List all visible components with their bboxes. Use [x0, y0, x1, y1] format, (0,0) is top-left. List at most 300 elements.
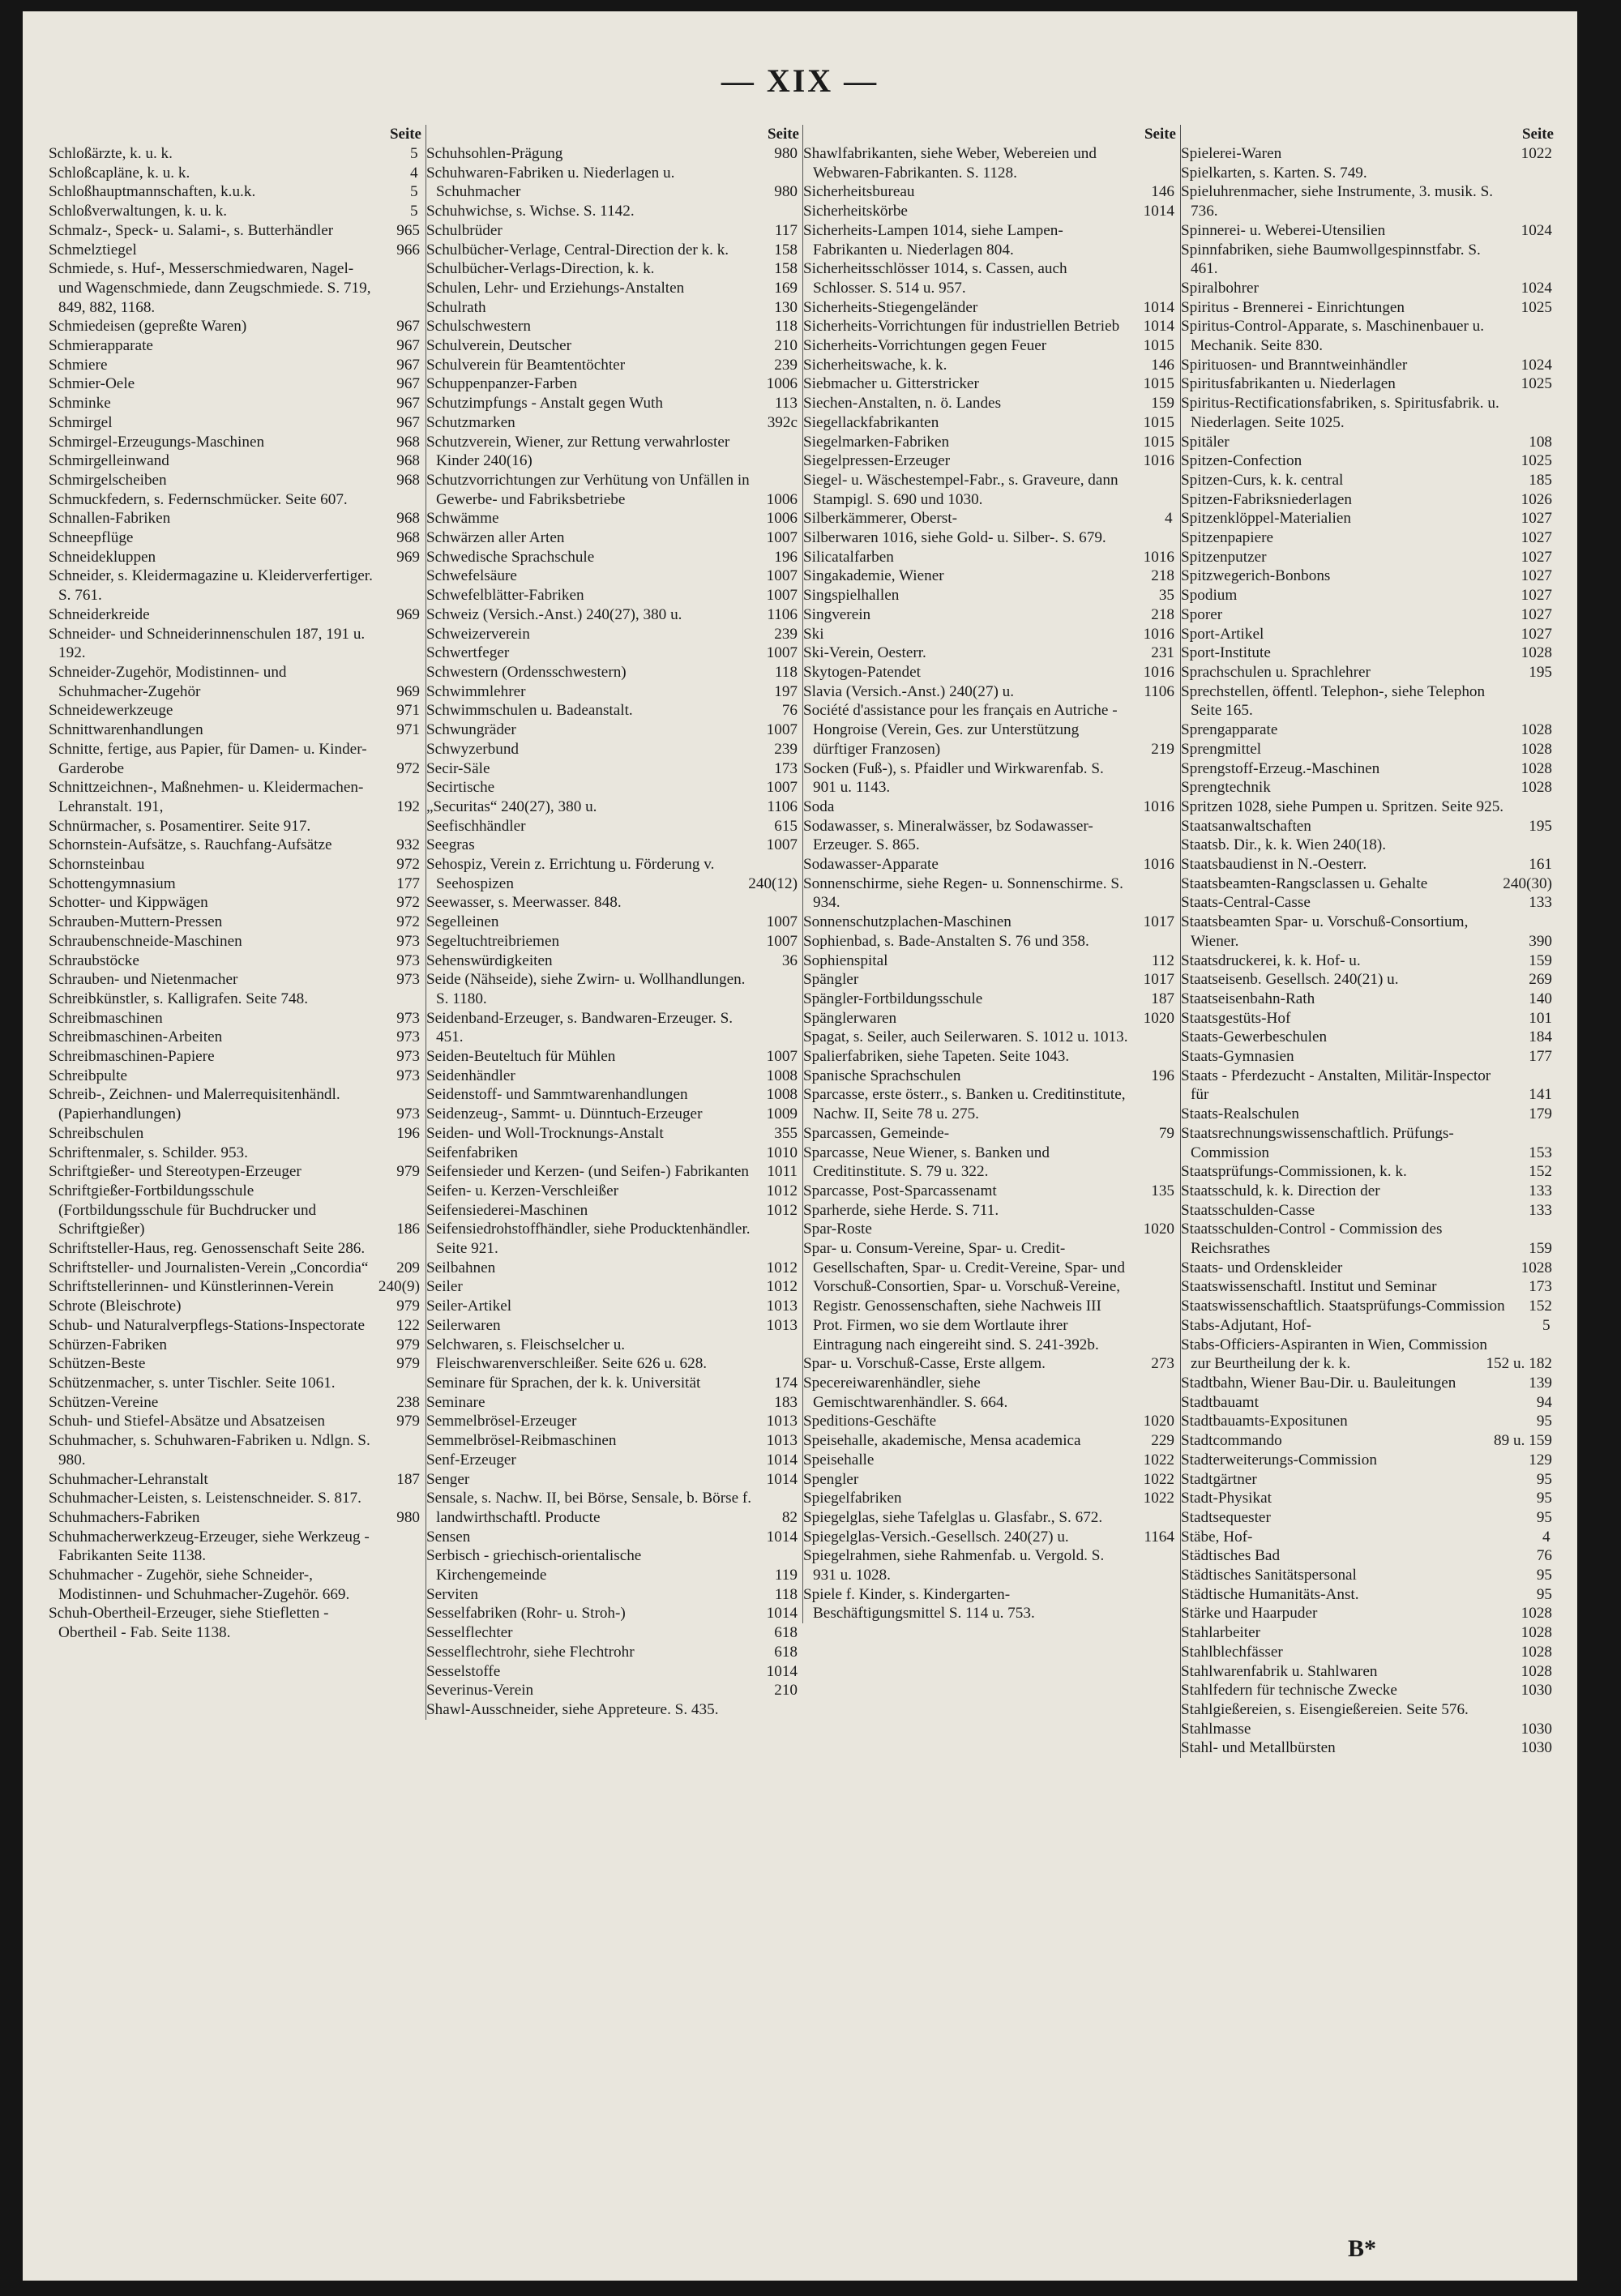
entry-term: Seidenband-Erzeuger, s. Bandwaren-Erzeuger. S. 451.	[426, 1009, 734, 1046]
index-entry	[49, 490, 421, 510]
entry-term: Spielkarten, s. Karten. S. 749.	[1181, 164, 1367, 182]
entry-page: 1007	[766, 779, 798, 797]
index-entry	[1181, 1124, 1554, 1162]
column-header: Seite	[1144, 126, 1176, 143]
entry-page: 1027	[1520, 510, 1552, 528]
index-entry	[1181, 509, 1554, 528]
index-entry	[803, 759, 1176, 797]
entry-page: 139	[1529, 1375, 1552, 1392]
entry-term: Sparcasse, Neue Wiener, s. Banken und Creditinstitute. S. 79 u. 322.	[803, 1144, 1050, 1181]
entry-page: 979	[396, 1298, 420, 1315]
entry-term: Silberwaren 1016, siehe Gold- u. Silber-. S. 679.	[803, 529, 1106, 547]
entry-term: Schmirgelscheiben	[49, 471, 167, 489]
index-entry	[1181, 990, 1554, 1009]
entry-page: 965	[396, 221, 420, 239]
entry-term: Schreibschulen	[49, 1124, 144, 1142]
entry-term: Schmelztiegel	[49, 241, 137, 259]
entry-page: 1030	[1520, 1720, 1552, 1738]
entry-page: 159	[1529, 1240, 1552, 1258]
entry-term: Spagat, s. Seiler, auch Seilerwaren. S. 1012 u. 1013.	[803, 1028, 1128, 1046]
entry-term: Specereiwarenhändler, siehe Gemischtwarenhändler. S. 664.	[803, 1375, 1008, 1411]
index-entry	[426, 548, 799, 567]
entry-page: 210	[774, 1682, 798, 1700]
entry-term: Schneepflüge	[49, 529, 134, 547]
entry-page: 618	[774, 1624, 798, 1642]
entry-page: 173	[1529, 1278, 1552, 1296]
entry-page: 159	[1529, 951, 1552, 969]
entry-page: 968	[396, 433, 420, 451]
entry-term: Sehenswürdigkeiten	[426, 951, 553, 969]
entry-term: Staatsb. Dir., k. k. Wien 240(18).	[1181, 836, 1387, 854]
entry-page: 1015	[1143, 337, 1174, 355]
index-entry	[1181, 1546, 1554, 1566]
entry-page: 1022	[1143, 1451, 1174, 1469]
index-entry	[426, 1489, 799, 1527]
entry-page: 1025	[1520, 375, 1552, 393]
index-entry	[1181, 1470, 1554, 1490]
entry-term: Stahlarbeiter	[1181, 1624, 1261, 1642]
entry-page: 1028	[1520, 1643, 1552, 1661]
entry-term: Schornsteinbau	[49, 856, 145, 874]
index-entry	[1181, 1047, 1554, 1067]
entry-term: Spiritus-Rectificationsfabriken, s. Spiritusfabrik. u. Niederlagen. Seite 1025.	[1181, 395, 1499, 431]
index-entry	[49, 317, 421, 336]
index-entry	[1181, 298, 1554, 318]
entry-page: 210	[774, 337, 798, 355]
index-entry	[1181, 1643, 1554, 1662]
entry-term: Senf-Erzeuger	[426, 1451, 516, 1469]
entry-term: Seewasser, s. Meerwasser. 848.	[426, 894, 622, 912]
entry-term: Schuppenpanzer-Farben	[426, 375, 578, 393]
entry-term: Staats-Central-Casse	[1181, 894, 1311, 912]
entry-term: Spiralbohrer	[1181, 279, 1259, 297]
entry-term: Skytogen-Patendet	[803, 663, 921, 681]
entry-term: Serbisch - griechisch-orientalische Kirchengemeinde	[426, 1547, 642, 1584]
index-entry	[1181, 451, 1554, 471]
entry-term: Spitzenklöppel-Materialien	[1181, 510, 1351, 528]
entry-page: 1014	[766, 1470, 798, 1488]
index-entry	[803, 1144, 1176, 1182]
index-entry	[49, 509, 421, 528]
entry-page: 239	[774, 740, 798, 758]
index-entry	[426, 241, 799, 260]
entry-page: 968	[396, 471, 420, 489]
index-entry	[1181, 1662, 1554, 1682]
index-entry	[1181, 1297, 1554, 1316]
index-entry	[1181, 720, 1554, 740]
entry-page: 95	[1536, 1585, 1552, 1603]
index-entry	[426, 1124, 799, 1144]
entry-term: Staatsdruckerei, k. k. Hof- u.	[1181, 951, 1361, 969]
entry-term: Spiegelglas, siehe Tafelglas u. Glasfabr., S. 672.	[803, 1508, 1103, 1526]
entry-page: 973	[396, 1067, 420, 1084]
entry-term: Schriftsteller-Haus, reg. Genossenschaft Seite 286.	[49, 1240, 366, 1258]
entry-term: Schraubenschneide-Maschinen	[49, 932, 242, 950]
index-entry	[426, 1585, 799, 1605]
entry-term: Sprengapparate	[1181, 721, 1278, 739]
index-entry	[49, 433, 421, 452]
entry-term: Schwedische Sprachschule	[426, 548, 595, 566]
entry-term: Spänglerwaren	[803, 1009, 897, 1027]
entry-page: 1015	[1143, 433, 1174, 451]
entry-term: Sicherheits-Stiegengeländer	[803, 298, 978, 316]
index-entry	[1181, 1738, 1554, 1758]
entry-term: Schwärzen aller Arten	[426, 529, 565, 547]
index-entry	[803, 144, 1176, 182]
entry-page: 239	[774, 625, 798, 643]
index-entry	[426, 356, 799, 375]
entry-page: 1009	[766, 1105, 798, 1123]
index-entry	[49, 990, 421, 1009]
entry-page: 192	[396, 797, 420, 815]
entry-term: Sicherheits-Vorrichtungen gegen Feuer	[803, 337, 1047, 355]
entry-term: Städtisches Bad	[1181, 1547, 1281, 1565]
index-entry	[803, 663, 1176, 682]
entry-term: Sporer	[1181, 605, 1223, 623]
entry-term: Siegellackfabrikanten	[803, 413, 939, 431]
index-entry	[1181, 1105, 1554, 1124]
entry-term: Siebmacher u. Gitterstricker	[803, 375, 979, 393]
entry-page: 967	[396, 395, 420, 413]
entry-page: 1024	[1520, 221, 1552, 239]
index-entry	[1181, 1623, 1554, 1643]
entry-page: 76	[781, 702, 798, 720]
entry-term: Schuh-Obertheil-Erzeuger, siehe Stiefletten - Obertheil - Fab. Seite 1138.	[49, 1605, 329, 1642]
index-entry	[1181, 1451, 1554, 1470]
entry-term: Stahlmasse	[1181, 1720, 1251, 1738]
index-entry	[803, 1489, 1176, 1508]
entry-page: 118	[774, 318, 798, 336]
index-entry	[1181, 221, 1554, 241]
index-entry	[1181, 1028, 1554, 1047]
entry-page: 1020	[1143, 1009, 1174, 1027]
entry-term: Seifen- u. Kerzen-Verschleißer	[426, 1182, 619, 1199]
entry-term: Schreib-, Zeichnen- und Malerrequisitenhändl. (Papierhandlungen)	[49, 1086, 340, 1123]
index-entry	[426, 433, 799, 471]
entry-page: 95	[1536, 1508, 1552, 1526]
index-entry	[1181, 1681, 1554, 1700]
entry-page: 971	[396, 721, 420, 739]
entry-term: Spiele f. Kinder, s. Kindergarten-Beschäftigungsmittel S. 114 u. 753.	[803, 1585, 1035, 1623]
index-entry	[426, 1623, 799, 1643]
entry-page: 1007	[766, 529, 798, 547]
index-entry	[803, 1182, 1176, 1201]
entry-term: Siegelpressen-Erzeuger	[803, 452, 951, 470]
entry-page: 618	[774, 1643, 798, 1661]
entry-page: 79	[1158, 1124, 1174, 1142]
index-entry	[49, 548, 421, 567]
entry-page: 1016	[1143, 625, 1174, 643]
entry-page: 240(9)	[378, 1278, 420, 1296]
entry-page: 196	[774, 548, 798, 566]
entry-page: 1025	[1520, 298, 1552, 316]
entry-term: Sesselfabriken (Rohr- u. Stroh-)	[426, 1605, 626, 1623]
entry-term: Schuhmacher - Zugehör, siehe Schneider-, Modistinnen- und Schuhmacher-Zugehör. 669.	[49, 1567, 350, 1603]
index-entry	[803, 817, 1176, 855]
index-entry	[426, 855, 799, 893]
entry-term: Schnallen-Fabriken	[49, 510, 171, 528]
index-entry	[426, 394, 799, 413]
index-entry	[426, 1662, 799, 1682]
entry-term: Semmelbrösel-Reibmaschinen	[426, 1432, 617, 1450]
entry-term: Schminke	[49, 395, 111, 413]
entry-page: 1007	[766, 836, 798, 854]
entry-page: 392c	[767, 413, 798, 431]
entry-term: Spitzwegerich-Bonbons	[1181, 567, 1331, 585]
entry-page: 968	[396, 510, 420, 528]
entry-page: 159	[1151, 395, 1174, 413]
index-entry	[1181, 855, 1554, 874]
index-entry	[803, 1028, 1176, 1047]
index-entry	[426, 298, 799, 318]
entry-term: Schriftgießer- und Stereotypen-Erzeuger	[49, 1163, 302, 1181]
entry-term: Schotter- und Kippwägen	[49, 894, 208, 912]
index-entry	[426, 1144, 799, 1163]
entry-term: Schnürmacher, s. Posamentirer. Seite 917.	[49, 817, 311, 835]
entry-term: Schweiz (Versich.-Anst.) 240(27), 380 u.	[426, 605, 682, 623]
entry-term: Staats - Pferdezucht - Anstalten, Militär-Inspector für	[1181, 1067, 1491, 1104]
entry-term: Schmirgelleinwand	[49, 452, 169, 470]
entry-term: Secir-Säle	[426, 759, 490, 777]
index-entry: Schloßcapläne, k. u. k. 4	[49, 164, 418, 182]
index-entry	[49, 874, 421, 894]
index-entry	[1181, 490, 1554, 510]
entry-page: 615	[774, 817, 798, 835]
index-entry	[1181, 605, 1554, 625]
entry-term: Schulrath	[426, 298, 486, 316]
entry-page: 197	[774, 682, 798, 700]
entry-page: 152	[1529, 1163, 1552, 1181]
index-entry	[803, 433, 1176, 452]
index-entry	[426, 1162, 799, 1182]
index-entry	[1181, 1604, 1554, 1623]
entry-page: 1007	[766, 1048, 798, 1066]
index-entry	[803, 605, 1176, 625]
index-entry	[49, 720, 421, 740]
entry-term: Seifensiederei-Maschinen	[426, 1201, 588, 1219]
entry-term: Schneidewerkzeuge	[49, 702, 173, 720]
entry-page: 1016	[1143, 856, 1174, 874]
index-entry	[803, 797, 1176, 817]
entry-term: Seiden-Beuteltuch für Mühlen	[426, 1048, 616, 1066]
entry-term: Spängler	[803, 971, 859, 989]
index-entry	[49, 221, 421, 241]
index-entry	[426, 1297, 799, 1316]
entry-term: Silicatalfarben	[803, 548, 894, 566]
index-entry	[1181, 1009, 1554, 1028]
entry-term: Schützen-Beste	[49, 1355, 146, 1373]
entry-page: 1016	[1143, 797, 1174, 815]
entry-page: 1007	[766, 721, 798, 739]
entry-term: Schreibmaschinen	[49, 1009, 163, 1027]
index-entry	[426, 836, 799, 855]
entry-term: Spiritus - Brennerei - Einrichtungen	[1181, 298, 1405, 316]
entry-page: 973	[396, 1009, 420, 1027]
index-entry	[803, 1528, 1176, 1547]
entry-page: 1028	[1520, 1605, 1552, 1623]
entry-term: Sicherheits-Vorrichtungen für industriellen Betrieb	[803, 318, 1120, 336]
index-entry	[803, 682, 1176, 702]
entry-page: 161	[1529, 856, 1552, 874]
entry-page: 1028	[1520, 721, 1552, 739]
index-entry	[1181, 970, 1554, 990]
entry-page: 229	[1151, 1432, 1174, 1450]
index-entry	[803, 356, 1176, 375]
index-entry	[426, 164, 799, 202]
entry-page: 173	[774, 759, 798, 777]
entry-term: Sesselflechtrohr, siehe Flechtrohr	[426, 1643, 635, 1661]
entry-term: Sparcassen, Gemeinde-	[803, 1124, 950, 1142]
index-entry	[49, 1316, 421, 1336]
entry-page: 1014	[1143, 298, 1174, 316]
index-entry	[426, 1412, 799, 1431]
entry-term: Siegelmarken-Fabriken	[803, 433, 950, 451]
index-entry	[803, 394, 1176, 413]
index-entry	[1181, 874, 1554, 894]
index-entry	[1181, 433, 1554, 452]
entry-term: Schuhmachers-Fabriken	[49, 1508, 200, 1526]
index-entry	[803, 951, 1176, 971]
entry-page: 1008	[766, 1067, 798, 1084]
index-entry	[426, 509, 799, 528]
entry-page: 973	[396, 971, 420, 989]
index-entry	[49, 817, 421, 836]
entry-term: Stadterweiterungs-Commission	[1181, 1451, 1377, 1469]
index-entry	[49, 778, 421, 816]
index-entry	[426, 374, 799, 394]
entry-term: Schottengymnasium	[49, 874, 176, 892]
entry-term: Schützen-Vereine	[49, 1393, 159, 1411]
entry-page: 1014	[1143, 318, 1174, 336]
entry-page: 968	[396, 529, 420, 547]
entry-page: 1010	[766, 1144, 798, 1161]
entry-page: 1030	[1520, 1739, 1552, 1757]
entry-page: 169	[774, 279, 798, 297]
index-entry	[1181, 1566, 1554, 1585]
entry-term: Seminare	[426, 1393, 485, 1411]
entry-page: 1014	[766, 1451, 798, 1469]
entry-page: 966	[396, 241, 420, 259]
index-entry	[1181, 1489, 1554, 1508]
entry-term: Seilerwaren	[426, 1316, 501, 1334]
index-entry	[426, 1085, 799, 1105]
index-entry	[426, 720, 799, 740]
index-entry	[1181, 164, 1554, 183]
index-entry	[1181, 625, 1554, 644]
index-entry	[1181, 1374, 1554, 1393]
entry-page: 1022	[1143, 1470, 1174, 1488]
index-entry	[1181, 893, 1554, 913]
entry-term: Seiler	[426, 1278, 463, 1296]
index-entry	[426, 663, 799, 682]
entry-page: 1028	[1520, 644, 1552, 662]
entry-page: 973	[396, 1048, 420, 1066]
index-entry	[426, 1336, 799, 1374]
entry-term: Staatsanwaltschaften	[1181, 817, 1311, 835]
entry-page: 1024	[1520, 279, 1552, 297]
entry-term: Société d'assistance pour les français en Autriche - Hongroise (Verein, Ges. zur Unterstützung dürftiger Franzosen)	[803, 702, 1118, 758]
entry-term: Schulverein für Beamtentöchter	[426, 356, 626, 374]
index-entry	[426, 759, 799, 779]
entry-term: Schwertfeger	[426, 644, 510, 662]
entry-term: Spiegelfabriken	[803, 1490, 902, 1507]
entry-page: 1014	[766, 1662, 798, 1680]
entry-term: Staats-Gewerbeschulen	[1181, 1028, 1328, 1046]
entry-page: 240(30)	[1503, 874, 1552, 892]
entry-term: Spängler-Fortbildungsschule	[803, 990, 983, 1007]
index-entry	[426, 567, 799, 586]
index-entry	[49, 625, 421, 663]
index-entry	[803, 1431, 1176, 1451]
index-entry	[1181, 317, 1554, 355]
entry-page: 967	[396, 356, 420, 374]
entry-term: Schnitte, fertige, aus Papier, für Damen- u. Kinder-Garderobe	[49, 740, 367, 777]
entry-page: 141	[1529, 1086, 1552, 1104]
entry-page: 979	[396, 1355, 420, 1373]
index-entry	[426, 797, 799, 817]
entry-page: 973	[396, 932, 420, 950]
index-entry	[49, 1431, 421, 1469]
entry-page: 113	[774, 395, 798, 413]
index-entry	[49, 1239, 421, 1259]
index-entry	[426, 259, 799, 279]
entry-term: Socken (Fuß-), s. Pfaidler und Wirkwarenfab. S. 901 u. 1143.	[803, 759, 1104, 797]
entry-term: Schloßverwaltungen, k. u. k.	[49, 203, 228, 220]
entry-term: „Securitas“ 240(27), 380 u.	[426, 797, 597, 815]
entry-term: Stahlwarenfabrik u. Stahlwaren	[1181, 1662, 1378, 1680]
entry-term: Schmirgel	[49, 413, 113, 431]
index-entry	[49, 1009, 421, 1028]
index-entry	[1181, 1508, 1554, 1528]
entry-page: 95	[1536, 1470, 1552, 1488]
entry-term: Schutzvorrichtungen zur Verhütung von Unfällen in Gewerbe- und Fabriksbetriebe	[426, 471, 750, 508]
entry-term: Spar- u. Vorschuß-Casse, Erste allgem.	[803, 1355, 1046, 1373]
entry-term: Spiegelrahmen, siehe Rahmenfab. u. Vergold. S. 931 u. 1028.	[803, 1547, 1105, 1584]
index-entry	[49, 1124, 421, 1144]
entry-page: 1022	[1520, 145, 1552, 162]
index-entry	[426, 471, 799, 509]
entry-page: 269	[1529, 971, 1552, 989]
index-entry	[426, 1374, 799, 1393]
entry-term: Speditions-Geschäfte	[803, 1413, 937, 1430]
index-entry	[1181, 643, 1554, 663]
entry-term: Sonnenschutzplachen-Maschinen	[803, 913, 1012, 931]
entry-page: 1026	[1520, 490, 1552, 508]
entry-term: Spielerei-Waren	[1181, 145, 1282, 162]
index-entry	[49, 1374, 421, 1393]
index-entry	[426, 144, 799, 164]
entry-page: 129	[1529, 1451, 1552, 1469]
entry-term: Staatswissenschaftl. Institut und Seminar	[1181, 1278, 1437, 1296]
index-entry	[426, 701, 799, 720]
entry-page: 979	[396, 1336, 420, 1353]
entry-term: Schwefelblätter-Fabriken	[426, 587, 584, 605]
entry-term: Schuhsohlen-Prägung	[426, 145, 563, 162]
entry-term: Sport-Institute	[1181, 644, 1271, 662]
entry-term: Schreibpulte	[49, 1067, 127, 1084]
index-entry	[426, 528, 799, 548]
index-entry	[803, 548, 1176, 567]
entry-term: Stadtbauamts-Expositunen	[1181, 1413, 1348, 1430]
index-entry	[803, 1470, 1176, 1490]
entry-page: 1006	[766, 490, 798, 508]
index-entry	[49, 1508, 421, 1528]
index-entry: Schloßhauptmannschaften, k.u.k. 5	[49, 183, 418, 201]
index-entry	[49, 1412, 421, 1431]
entry-term: Schneider- und Schneiderinnenschulen 187, 191 u. 192.	[49, 625, 366, 662]
index-entry	[1181, 374, 1554, 394]
entry-term: Spiegelglas-Versich.-Gesellsch. 240(27) u.	[803, 1528, 1069, 1546]
